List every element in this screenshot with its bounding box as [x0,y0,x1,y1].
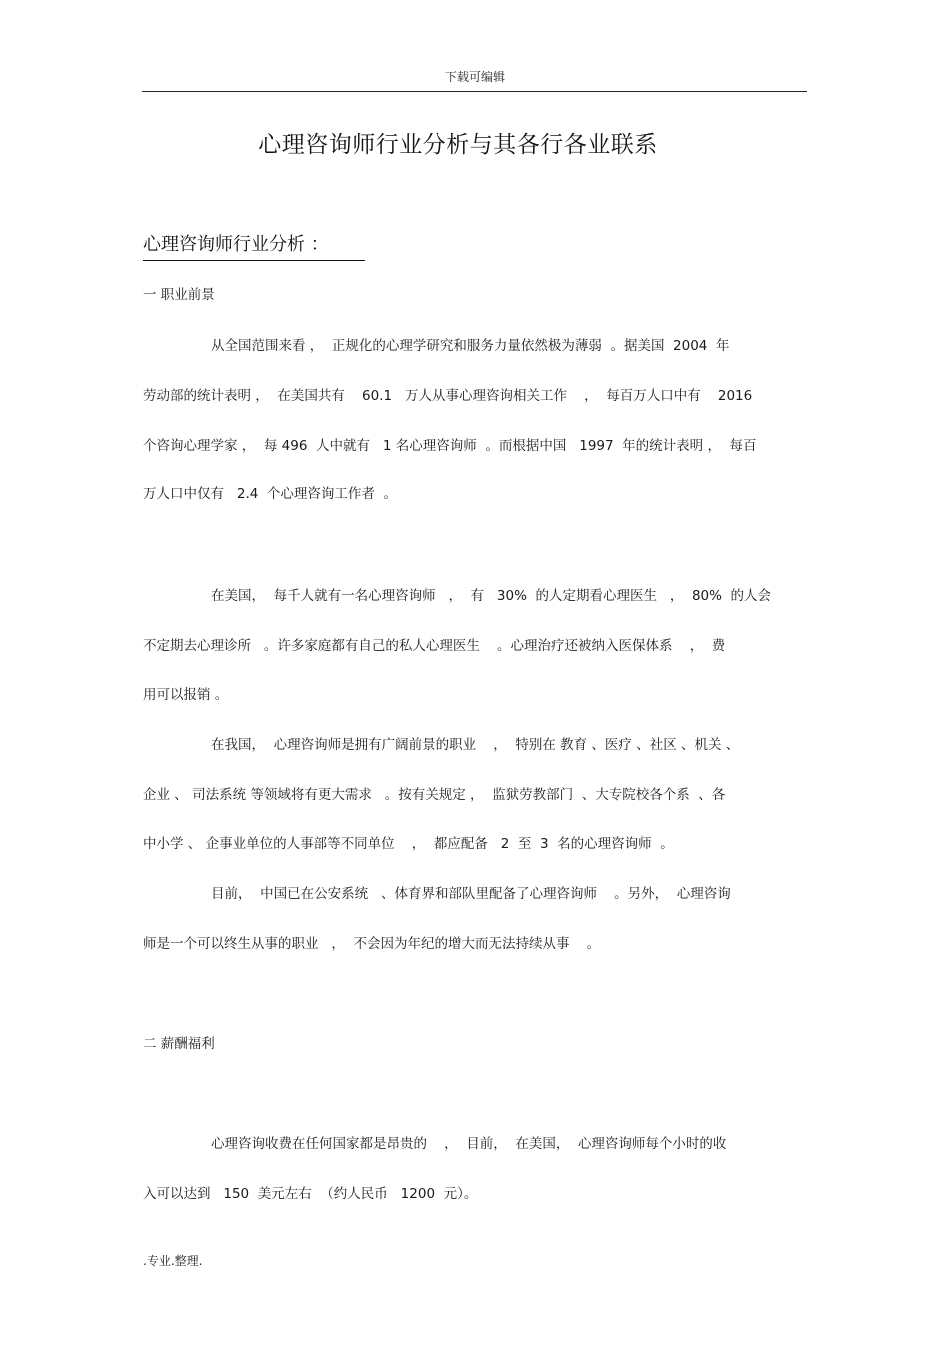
page-footer: .专业.整理. [143,1254,203,1268]
paragraph-1-line: 万人口中仅有 2.4 个心理咨询工作者 。 [143,486,398,502]
paragraph-3-line: 中小学 、 企事业单位的人事部等不同单位 ， 都应配备 2 至 3 名的心理咨询师 。 [143,836,674,852]
paragraph-3-line: 在我国， 心理咨询师是拥有广阔前景的职业 ， 特别在 教育 、医疗 、社区 、机关 、 [211,737,740,753]
paragraph-3-line: 企业 、 司法系统 等领域将有更大需求 。按有关规定 ， 监狱劳教部门 、大专院校各个系 、各 [143,787,726,803]
paragraph-5-line: 入可以达到 150 美元左右 （约人民币 1200 元）。 [143,1186,478,1202]
paragraph-1-line: 从全国范围来看 ， 正规化的心理学研究和服务力量依然极为薄弱 。据美国 2004 年 [211,338,730,354]
paragraph-2-line: 不定期去心理诊所 。许多家庭都有自己的私人心理医生 。心理治疗还被纳入医保体系 ， 费 [143,638,726,654]
paragraph-4-line: 师是一个可以终生从事的职业 ， 不会因为年纪的增大而无法持续从事 。 [143,936,601,952]
page-header: 下载可编辑 [444,70,505,84]
paragraph-1-line: 劳动部的统计表明 ， 在美国共有 60.1 万人从事心理咨询相关工作 ， 每百万人口中有 2016 [143,388,753,404]
paragraph-1-line: 个咨询心理学家 ， 每 496 人中就有 1 名心理咨询师 。而根据中国 1997 年的统计表明 ， 每百 [143,438,757,454]
paragraph-5-line: 心理咨询收费在任何国家都是昂贵的 ， 目前， 在美国， 心理咨询师每个小时的收 [211,1136,727,1152]
subhead-salary-benefits: 二 薪酬福利 [143,1036,215,1052]
subhead-career-prospects: 一 职业前景 [143,287,215,303]
paragraph-2-line: 用可以报销 。 [143,687,229,703]
section-heading: 心理咨询师行业分析 ： [143,230,365,261]
document-title: 心理咨询师行业分析与其各行各业联系 [258,132,658,158]
header-divider [142,91,807,92]
paragraph-4-line: 目前， 中国已在公安系统 、体育界和部队里配备了心理咨询师 。另外， 心理咨询 [211,886,731,902]
paragraph-2-line: 在美国， 每千人就有一名心理咨询师 ， 有 30% 的人定期看心理医生 ， 80% 的人会 [211,588,772,604]
